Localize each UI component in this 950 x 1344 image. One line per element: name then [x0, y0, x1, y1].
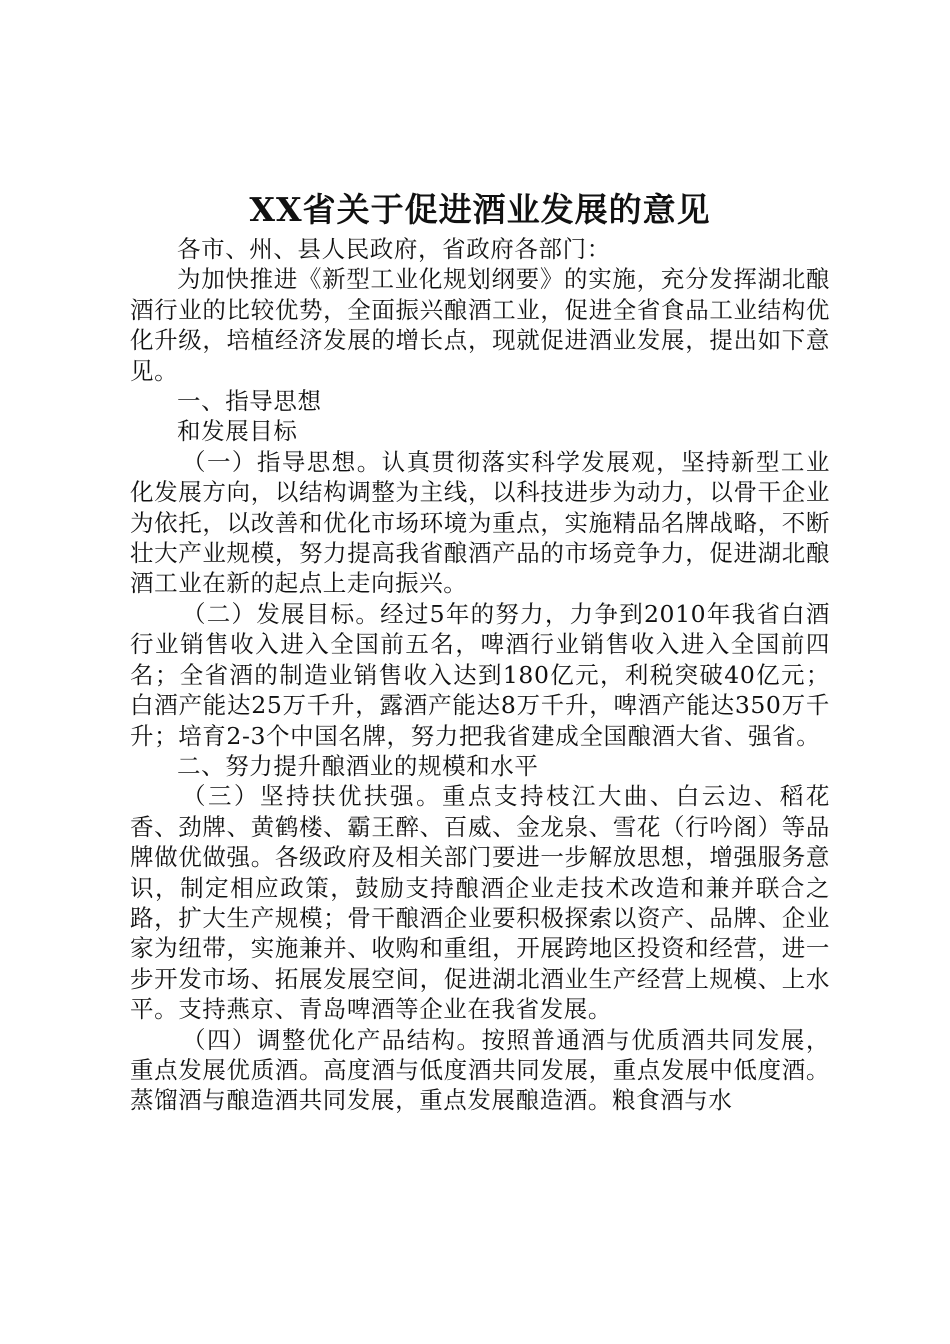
salutation: 各市、州、县人民政府，省政府各部门：: [177, 235, 611, 263]
section-heading-1: 一、指导思想: [177, 387, 322, 416]
paragraph-product-structure: （四）调整优化产品结构。按照普通酒与优质酒共同发展，重点发展优质酒。高度酒与低度酒共同发展，重点发展中低度酒。蒸馏酒与酿造酒共同发展，重点发展酿造酒。粮食酒与水: [130, 1025, 830, 1115]
section-heading-2: 二、努力提升酿酒业的规模和水平: [177, 751, 539, 780]
document-title: XX省关于促进酒业发展的意见: [249, 190, 711, 229]
paragraph-development-goals: （二）发展目标。经过5年的努力，力争到2010年我省白酒行业销售收入进入全国前五名，啤酒行业销售收入进入全国前四名；全省酒的制造业销售收入达到180亿元，利税突破40亿元；白酒产能达25万千升，露酒产能达8万千升，啤酒产能达350万千升；培育2-3个中国名牌，努力把我省建成全国酿酒大省、强省。: [130, 599, 830, 750]
paragraph-guiding-thought: （一）指导思想。认真贯彻落实科学发展观，坚持新型工业化发展方向，以结构调整为主线，以科技进步为动力，以骨干企业为依托，以改善和优化市场环境为重点，实施精品名牌战略，不断壮大产业规模，努力提高我省酿酒产品的市场竞争力，促进湖北酿酒工业在新的起点上走向振兴。: [130, 447, 830, 598]
section-heading-1-cont: 和发展目标: [177, 417, 298, 446]
paragraph-support-strong: （三）坚持扶优扶强。重点支持枝江大曲、白云边、稻花香、劲牌、黄鹤楼、霸王醉、百威、金龙泉、雪花（行吟阁）等品牌做优做强。各级政府及相关部门要进一步解放思想，增强服务意识，制定相应政策，鼓励支持酿酒企业走技术改造和兼并联合之路，扩大生产规模；骨干酿酒企业要积极探索以资产、品牌、企业家为纽带，实施兼并、收购和重组，开展跨地区投资和经营，进一步开发市场、拓展发展空间，促进湖北酒业生产经营上规模、上水平。支持燕京、青岛啤酒等企业在我省发展。: [130, 782, 830, 1024]
document-page: [130, 188, 830, 1116]
intro-paragraph: 为加快推进《新型工业化规划纲要》的实施，充分发挥湖北酿酒行业的比较优势，全面振兴酿酒工业，促进全省食品工业结构优化升级，培植经济发展的增长点，现就促进酒业发展，提出如下意见。: [130, 265, 830, 385]
